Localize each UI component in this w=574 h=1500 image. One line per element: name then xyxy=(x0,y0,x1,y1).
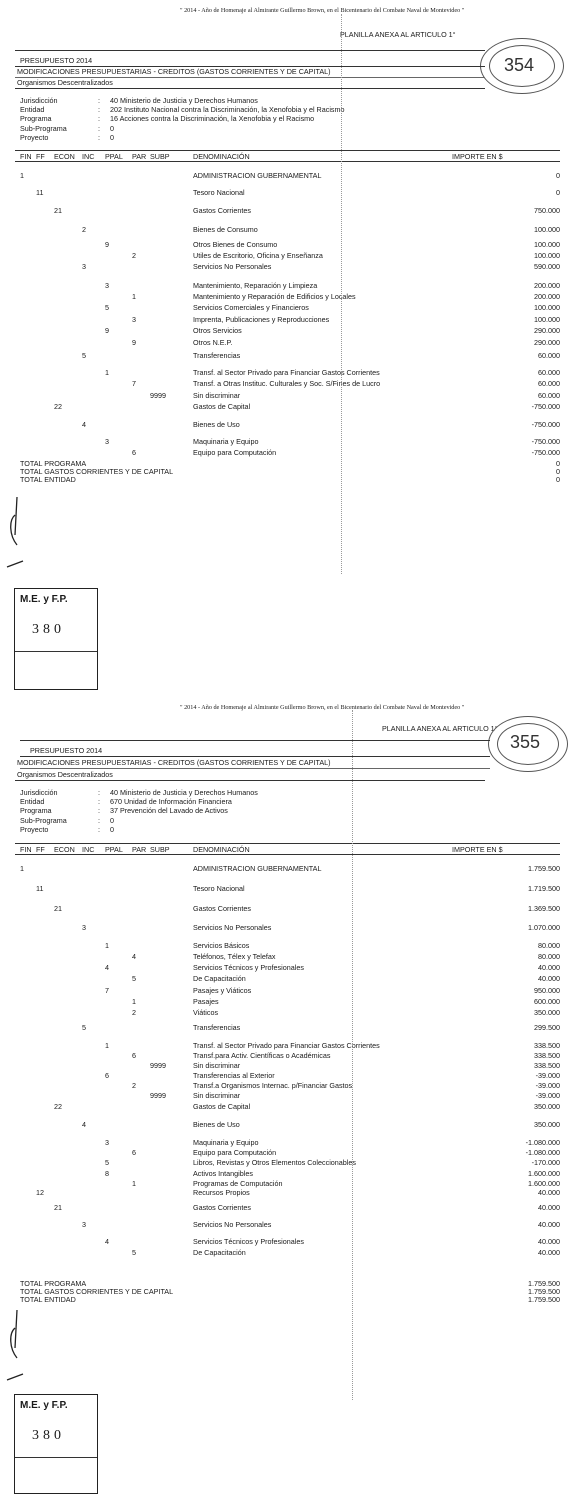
cell-denom: Transf. al Sector Privado para Financiar Gastos Corrientes xyxy=(193,1041,380,1050)
rule xyxy=(15,150,560,151)
modificaciones-title: MODIFICACIONES PRESUPUESTARIAS - CREDITOS (GASTOS CORRIENTES Y DE CAPITAL) xyxy=(17,758,331,767)
cell-econ: 21 xyxy=(54,206,62,215)
cell-denom: Pasajes y Viáticos xyxy=(193,986,252,995)
header-field-label: Jurisdicción xyxy=(20,788,58,797)
cell-denom: Transferencias xyxy=(193,351,241,360)
cell-denom: Sin discriminar xyxy=(193,1061,241,1070)
folio-number: 354 xyxy=(504,55,535,75)
header-field-label: Programa xyxy=(20,114,52,124)
cell-par: 6 xyxy=(132,448,136,457)
cell-denom: Servicios Técnicos y Profesionales xyxy=(193,1237,304,1246)
cell-importe: 338.500 xyxy=(534,1051,560,1060)
motto-text: " 2014 - Año de Homenaje al Almirante Guillermo Brown, en el Bicentenario del Combate Naval de Montevideo " xyxy=(180,704,465,711)
cell-denom: Programas de Computación xyxy=(193,1179,283,1188)
cell-importe: 100.000 xyxy=(534,303,560,312)
cell-importe: -750.000 xyxy=(531,437,560,446)
cell-denom: Servicios Comerciales y Financieros xyxy=(193,303,309,312)
rule xyxy=(20,768,490,769)
rule xyxy=(15,88,485,89)
cell-denom: Mantenimiento, Reparación y Limpieza xyxy=(193,281,318,290)
column-header: FIN xyxy=(20,845,32,854)
rule xyxy=(15,854,560,855)
column-header: PAR xyxy=(132,152,147,161)
presupuesto-label: PRESUPUESTO 2014 xyxy=(20,56,93,65)
cell-par: 2 xyxy=(132,1081,136,1090)
header-field-colon: : xyxy=(98,114,100,124)
total-label: TOTAL ENTIDAD xyxy=(20,475,76,484)
cell-denom: Imprenta, Publicaciones y Reproducciones xyxy=(193,315,330,324)
cell-inc: 3 xyxy=(82,1220,86,1229)
cell-denom: Servicios No Personales xyxy=(193,1220,272,1229)
header-field-value: 202 Instituto Nacional contra la Discriminación, la Xenofobia y el Racismo xyxy=(110,105,345,115)
rule xyxy=(15,780,485,781)
cell-importe: 1.600.000 xyxy=(528,1179,560,1188)
cell-importe: 40.000 xyxy=(538,1237,560,1246)
header-field-colon: : xyxy=(98,824,100,834)
header-field-label: Proyecto xyxy=(20,132,49,142)
cell-importe: 350.000 xyxy=(534,1102,560,1111)
cell-importe: -1.080.000 xyxy=(525,1148,560,1157)
cell-par: 1 xyxy=(132,997,136,1006)
cell-importe: 590.000 xyxy=(534,262,560,271)
cell-denom: Gastos de Capital xyxy=(193,1102,251,1111)
cell-ppal: 4 xyxy=(105,1237,109,1246)
cell-ff: 12 xyxy=(36,1188,44,1197)
cell-importe: 40.000 xyxy=(538,1203,560,1212)
cell-denom: Tesoro Nacional xyxy=(193,884,245,893)
cell-denom: Servicios Técnicos y Profesionales xyxy=(193,963,304,972)
header-field-colon: : xyxy=(98,788,100,797)
header-field-label: Sub-Programa xyxy=(20,123,67,133)
header-field-label: Entidad xyxy=(20,105,45,115)
header-field-colon: : xyxy=(98,96,100,105)
cell-econ: 21 xyxy=(54,1203,62,1212)
cell-ppal: 1 xyxy=(105,941,109,950)
cell-denom: Servicios No Personales xyxy=(193,262,272,271)
cell-denom: ADMINISTRACION GUBERNAMENTAL xyxy=(193,864,322,873)
cell-denom: Activos Intangibles xyxy=(193,1169,253,1178)
cell-importe: -39.000 xyxy=(535,1081,560,1090)
cell-denom: Bienes de Uso xyxy=(193,420,240,429)
cell-inc: 2 xyxy=(82,225,86,234)
header-field-colon: : xyxy=(98,123,100,133)
cell-importe: 1.070.000 xyxy=(528,923,560,932)
total-label: TOTAL PROGRAMA xyxy=(20,1279,87,1288)
document-page-1 xyxy=(0,0,574,700)
cell-denom: Transf.a Organismos Internac. p/Financiar Gastos xyxy=(193,1081,353,1090)
cell-importe: -1.080.000 xyxy=(525,1138,560,1147)
cell-par: 6 xyxy=(132,1051,136,1060)
cell-importe: 1.719.500 xyxy=(528,884,560,893)
total-label: TOTAL PROGRAMA xyxy=(20,459,87,468)
cell-importe: 299.500 xyxy=(534,1023,560,1032)
cell-importe: 1.759.500 xyxy=(528,864,560,873)
cell-fin: 1 xyxy=(20,171,24,180)
presupuesto-label: PRESUPUESTO 2014 xyxy=(30,746,103,755)
cell-inc: 4 xyxy=(82,1120,86,1129)
cell-denom: De Capacitación xyxy=(193,1248,246,1257)
stamp-box-divider xyxy=(15,651,97,652)
cell-importe: 600.000 xyxy=(534,997,560,1006)
cell-importe: -750.000 xyxy=(531,420,560,429)
organismos-label: Organismos Descentralizados xyxy=(17,78,113,87)
column-header: DENOMINACIÓN xyxy=(193,845,250,854)
cell-denom: Transf. al Sector Privado para Financiar Gastos Corrientes xyxy=(193,368,380,377)
cell-denom: Transf. a Otras Instituc. Culturales y Soc. S/Fines de Lucro xyxy=(193,379,381,388)
cell-ppal: 1 xyxy=(105,1041,109,1050)
cell-subp: 9999 xyxy=(150,391,166,400)
cell-importe: 338.500 xyxy=(534,1041,560,1050)
column-header: PPAL xyxy=(105,152,123,161)
total-value: 0 xyxy=(556,475,560,484)
cell-denom: Otros Bienes de Consumo xyxy=(193,240,278,249)
column-header: PAR xyxy=(132,845,147,854)
cell-denom: Transferencias al Exterior xyxy=(193,1071,275,1080)
cell-importe: 100.000 xyxy=(534,251,560,260)
signature-mark xyxy=(5,1308,27,1388)
cell-importe: 60.000 xyxy=(538,351,560,360)
ministry-stamp-number: 380 xyxy=(32,1428,65,1443)
column-header: INC xyxy=(82,845,95,854)
cell-denom: Gastos Corrientes xyxy=(193,904,251,913)
cell-ppal: 5 xyxy=(105,1158,109,1167)
cell-importe: -750.000 xyxy=(531,402,560,411)
modificaciones-title: MODIFICACIONES PRESUPUESTARIAS - CREDITOS (GASTOS CORRIENTES Y DE CAPITAL) xyxy=(17,67,331,76)
header-field-value: 40 Ministerio de Justicia y Derechos Humanos xyxy=(110,96,258,105)
cell-importe: 0 xyxy=(556,188,560,197)
cell-denom: Mantenimiento y Reparación de Edificios y Locales xyxy=(193,292,356,301)
cell-ppal: 9 xyxy=(105,240,109,249)
cell-denom: Libros, Revistas y Otros Elementos Coleccionables xyxy=(193,1158,356,1167)
motto-text: " 2014 - Año de Homenaje al Almirante Guillermo Brown, en el Bicentenario del Combate Naval de Montevideo " xyxy=(180,7,465,14)
cell-econ: 22 xyxy=(54,1102,62,1111)
cell-par: 9 xyxy=(132,338,136,347)
ministry-stamp-number: 380 xyxy=(32,622,65,637)
total-value: 1.759.500 xyxy=(528,1279,560,1288)
cell-denom: Maquinaria y Equipo xyxy=(193,1138,259,1147)
signature-mark xyxy=(5,495,27,575)
cell-ppal: 5 xyxy=(105,303,109,312)
column-header: FF xyxy=(36,845,45,854)
cell-importe: -170.000 xyxy=(531,1158,560,1167)
cell-importe: 350.000 xyxy=(534,1120,560,1129)
cell-importe: 338.500 xyxy=(534,1061,560,1070)
total-value: 0 xyxy=(556,467,560,476)
cell-importe: 40.000 xyxy=(538,1248,560,1257)
cell-denom: Sin discriminar xyxy=(193,391,241,400)
total-label: TOTAL GASTOS CORRIENTES Y DE CAPITAL xyxy=(20,467,174,476)
cell-denom: Utiles de Escritorio, Oficina y Enseñanza xyxy=(193,251,323,260)
header-field-label: Jurisdicción xyxy=(20,96,58,105)
cell-importe: 100.000 xyxy=(534,225,560,234)
column-header: ECON xyxy=(54,152,75,161)
fold-line xyxy=(352,710,353,1400)
cell-importe: 100.000 xyxy=(534,315,560,324)
cell-denom: Otros Servicios xyxy=(193,326,242,335)
cell-ppal: 8 xyxy=(105,1169,109,1178)
header-field-colon: : xyxy=(98,132,100,142)
cell-denom: Servicios No Personales xyxy=(193,923,272,932)
total-value: 1.759.500 xyxy=(528,1295,560,1304)
cell-ff: 11 xyxy=(36,884,44,893)
cell-denom: Teléfonos, Télex y Telefax xyxy=(193,952,276,961)
cell-importe: 950.000 xyxy=(534,986,560,995)
column-header: PPAL xyxy=(105,845,123,854)
ministry-stamp-label: M.E. y F.P. xyxy=(20,1400,68,1411)
cell-denom: Recursos Propios xyxy=(193,1188,250,1197)
total-value: 1.759.500 xyxy=(528,1287,560,1296)
column-header: SUBP xyxy=(150,845,170,854)
cell-importe: 60.000 xyxy=(538,391,560,400)
cell-denom: Pasajes xyxy=(193,997,219,1006)
organismos-label: Organismos Descentralizados xyxy=(17,770,113,779)
header-field-value: 0 xyxy=(110,132,114,142)
cell-denom: ADMINISTRACION GUBERNAMENTAL xyxy=(193,171,322,180)
total-value: 0 xyxy=(556,459,560,468)
header-field-value: 0 xyxy=(110,815,114,825)
column-header: SUBP xyxy=(150,152,170,161)
header-field-label: Sub-Programa xyxy=(20,815,67,825)
cell-denom: Bienes de Uso xyxy=(193,1120,240,1129)
cell-denom: Gastos Corrientes xyxy=(193,1203,251,1212)
planilla-title: PLANILLA ANEXA AL ARTICULO 1° xyxy=(340,30,456,39)
total-label: TOTAL GASTOS CORRIENTES Y DE CAPITAL xyxy=(20,1287,174,1296)
folio-number: 355 xyxy=(510,732,541,752)
cell-importe: -39.000 xyxy=(535,1071,560,1080)
cell-importe: 750.000 xyxy=(534,206,560,215)
cell-denom: De Capacitación xyxy=(193,974,246,983)
cell-importe: 80.000 xyxy=(538,952,560,961)
cell-inc: 3 xyxy=(82,262,86,271)
column-header: DENOMINACIÓN xyxy=(193,152,250,161)
cell-importe: -750.000 xyxy=(531,448,560,457)
column-header: ECON xyxy=(54,845,75,854)
cell-econ: 22 xyxy=(54,402,62,411)
cell-denom: Gastos de Capital xyxy=(193,402,251,411)
header-field-colon: : xyxy=(98,806,100,816)
cell-par: 6 xyxy=(132,1148,136,1157)
cell-inc: 3 xyxy=(82,923,86,932)
cell-denom: Transferencias xyxy=(193,1023,241,1032)
cell-denom: Maquinaria y Equipo xyxy=(193,437,259,446)
cell-importe: 290.000 xyxy=(534,338,560,347)
cell-denom: Tesoro Nacional xyxy=(193,188,245,197)
cell-par: 2 xyxy=(132,1008,136,1017)
rule xyxy=(20,740,490,741)
cell-par: 4 xyxy=(132,952,136,961)
cell-ppal: 3 xyxy=(105,281,109,290)
cell-importe: 1.369.500 xyxy=(528,904,560,913)
cell-importe: 100.000 xyxy=(534,240,560,249)
cell-importe: 200.000 xyxy=(534,281,560,290)
cell-denom: Equipo para Computación xyxy=(193,448,277,457)
column-header: FF xyxy=(36,152,45,161)
cell-importe: 60.000 xyxy=(538,379,560,388)
cell-par: 5 xyxy=(132,1248,136,1257)
column-header: IMPORTE EN $ xyxy=(452,152,503,161)
cell-denom: Transf.para Activ. Científicas o Académicas xyxy=(193,1051,331,1060)
column-header: INC xyxy=(82,152,95,161)
header-field-label: Entidad xyxy=(20,797,45,807)
header-field-value: 37 Prevención del Lavado de Activos xyxy=(110,806,228,816)
column-header: FIN xyxy=(20,152,32,161)
cell-denom: Bienes de Consumo xyxy=(193,225,258,234)
cell-denom: Otros N.E.P. xyxy=(193,338,233,347)
rule xyxy=(15,50,485,51)
cell-importe: 200.000 xyxy=(534,292,560,301)
cell-par: 5 xyxy=(132,974,136,983)
cell-par: 7 xyxy=(132,379,136,388)
cell-inc: 4 xyxy=(82,420,86,429)
cell-par: 3 xyxy=(132,315,136,324)
cell-importe: 60.000 xyxy=(538,368,560,377)
cell-importe: 290.000 xyxy=(534,326,560,335)
rule xyxy=(15,161,560,162)
header-field-value: 0 xyxy=(110,824,114,834)
cell-importe: 1.600.000 xyxy=(528,1169,560,1178)
cell-denom: Servicios Básicos xyxy=(193,941,250,950)
cell-par: 2 xyxy=(132,251,136,260)
stamp-box-divider xyxy=(15,1457,97,1458)
cell-denom: Equipo para Computación xyxy=(193,1148,277,1157)
ministry-stamp-label: M.E. y F.P. xyxy=(20,594,68,605)
cell-ppal: 3 xyxy=(105,1138,109,1147)
cell-denom: Gastos Corrientes xyxy=(193,206,251,215)
cell-ppal: 6 xyxy=(105,1071,109,1080)
cell-importe: -39.000 xyxy=(535,1091,560,1100)
cell-importe: 40.000 xyxy=(538,974,560,983)
cell-ppal: 3 xyxy=(105,437,109,446)
cell-importe: 350.000 xyxy=(534,1008,560,1017)
cell-subp: 9999 xyxy=(150,1091,166,1100)
cell-ff: 11 xyxy=(36,188,44,197)
header-field-value: 670 Unidad de Información Financiera xyxy=(110,797,232,807)
cell-inc: 5 xyxy=(82,1023,86,1032)
total-label: TOTAL ENTIDAD xyxy=(20,1295,76,1304)
rule xyxy=(20,756,490,757)
cell-importe: 40.000 xyxy=(538,1188,560,1197)
cell-econ: 21 xyxy=(54,904,62,913)
cell-importe: 0 xyxy=(556,171,560,180)
header-field-value: 16 Acciones contra la Discriminación, la Xenofobia y el Racismo xyxy=(110,114,315,124)
cell-denom: Viáticos xyxy=(193,1008,219,1017)
header-field-colon: : xyxy=(98,815,100,825)
cell-ppal: 4 xyxy=(105,963,109,972)
column-header: IMPORTE EN $ xyxy=(452,845,503,854)
cell-fin: 1 xyxy=(20,864,24,873)
cell-importe: 80.000 xyxy=(538,941,560,950)
cell-inc: 5 xyxy=(82,351,86,360)
cell-par: 1 xyxy=(132,1179,136,1188)
cell-ppal: 7 xyxy=(105,986,109,995)
cell-denom: Sin discriminar xyxy=(193,1091,241,1100)
cell-subp: 9999 xyxy=(150,1061,166,1070)
document-page-2 xyxy=(0,700,574,1500)
header-field-value: 40 Ministerio de Justicia y Derechos Humanos xyxy=(110,788,258,797)
cell-ppal: 9 xyxy=(105,326,109,335)
fold-line xyxy=(341,14,342,574)
header-field-colon: : xyxy=(98,797,100,807)
cell-importe: 40.000 xyxy=(538,1220,560,1229)
header-field-label: Proyecto xyxy=(20,824,49,834)
cell-ppal: 1 xyxy=(105,368,109,377)
header-field-colon: : xyxy=(98,105,100,115)
header-field-value: 0 xyxy=(110,123,114,133)
planilla-title: PLANILLA ANEXA AL ARTICULO 1° xyxy=(382,724,498,733)
cell-par: 1 xyxy=(132,292,136,301)
header-field-label: Programa xyxy=(20,806,52,816)
rule xyxy=(15,843,560,844)
cell-importe: 40.000 xyxy=(538,963,560,972)
